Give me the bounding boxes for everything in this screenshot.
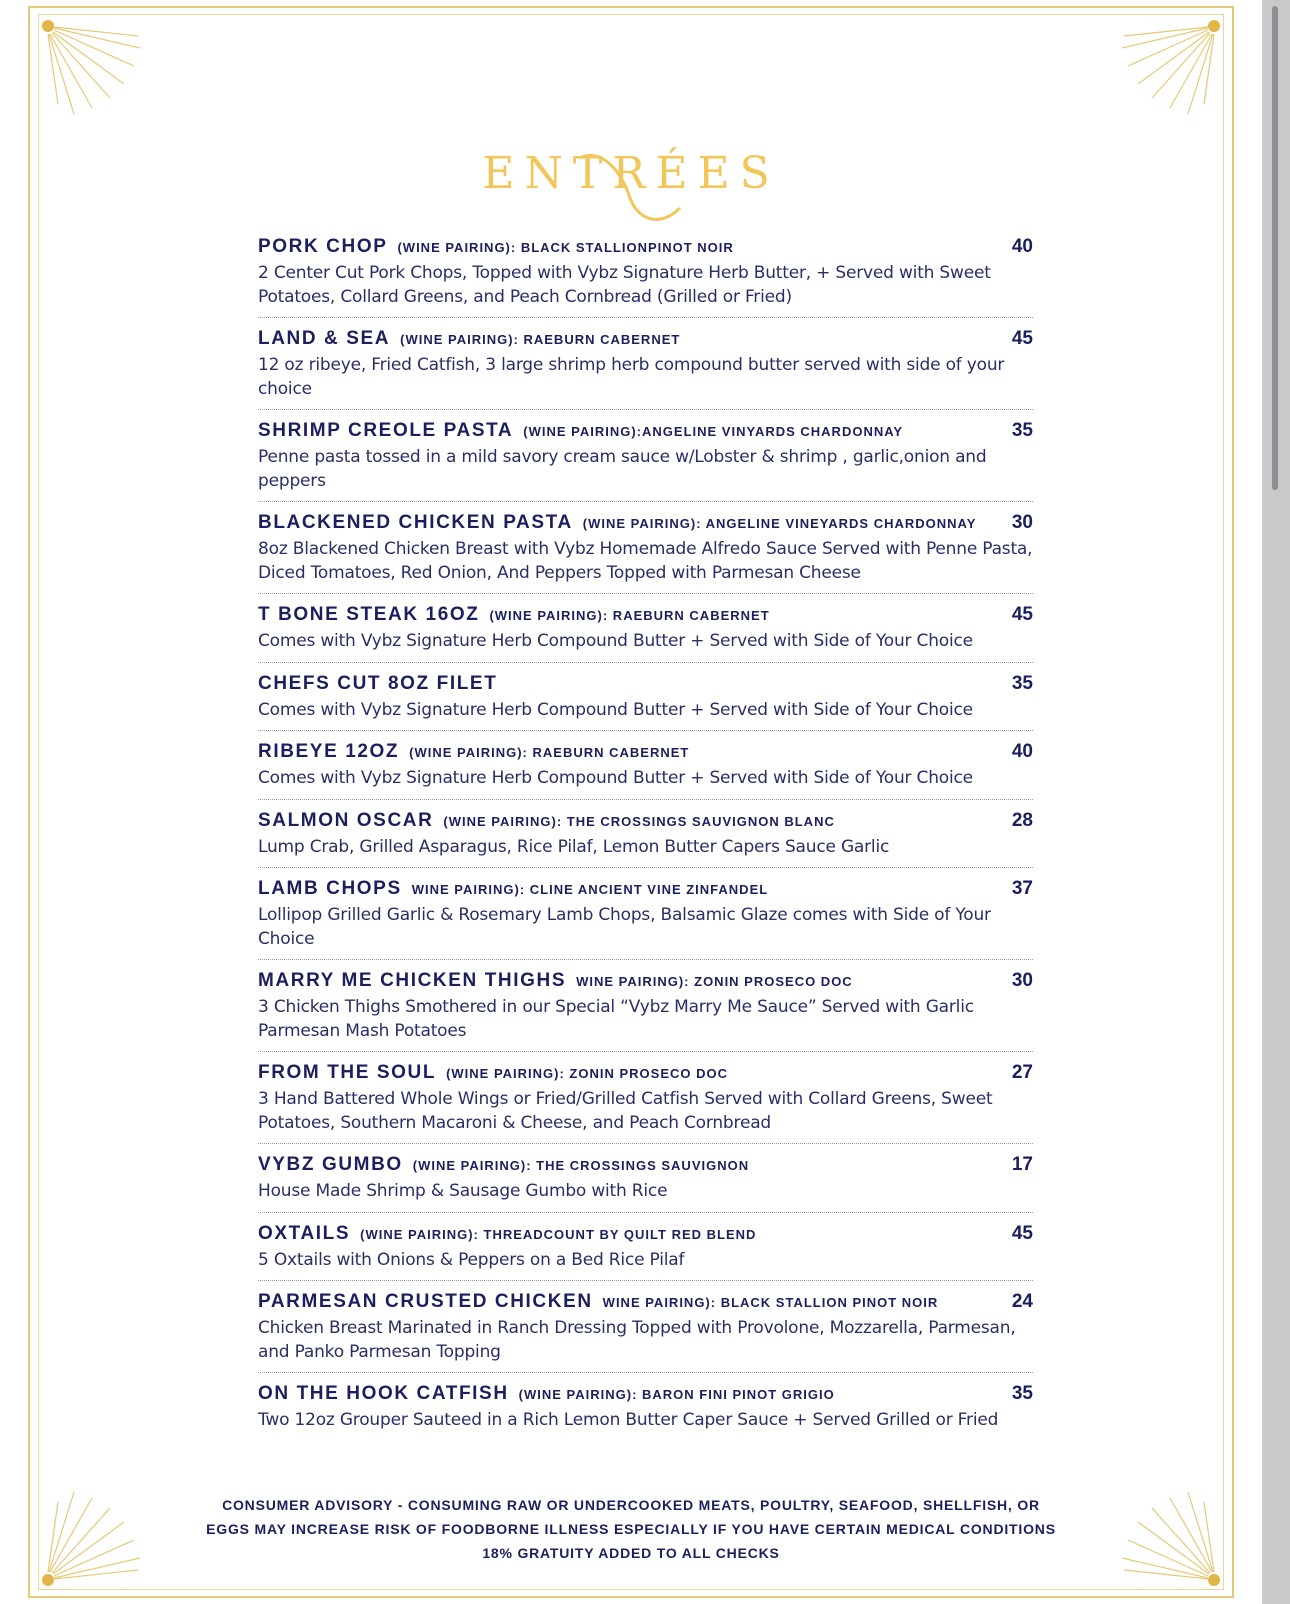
menu-item xyxy=(258,741,1033,800)
menu-item-header xyxy=(258,1154,1033,1180)
wine-pairing: (WINE PAIRING): RAEBURN CABERNET xyxy=(489,608,770,623)
dish-name: LAND & SEA xyxy=(258,328,391,349)
dish-price: 30 xyxy=(1011,970,1033,991)
dish-price: 30 xyxy=(1011,512,1033,533)
dish-name: MARRY ME CHICKEN THIGHS xyxy=(258,970,567,991)
dish-name: BLACKENED CHICKEN PASTA xyxy=(258,512,573,533)
section-title: ENTRÉES xyxy=(482,148,780,199)
menu-item xyxy=(258,420,1033,502)
dish-price: 40 xyxy=(1011,741,1033,762)
dish-name: CHEFS CUT 8OZ FILET xyxy=(258,672,498,694)
menu-item-header xyxy=(258,512,1033,538)
dish-description: 5 Oxtails with Onions & Peppers on a Bed Rice Pilaf xyxy=(258,1249,685,1270)
dish-price: 37 xyxy=(1011,878,1033,899)
wine-pairing: (WINE PAIRING):ANGELINE VINYARDS CHARDONNAY xyxy=(523,424,904,439)
wine-pairing: (WINE PAIRING): THE CROSSINGS SAUVIGNON xyxy=(412,1158,750,1173)
menu-item-header xyxy=(258,810,1033,836)
dish-description: 8oz Blackened Chicken Breast with Vybz Homemade Alfredo Sauce Served with Penne Pasta, Diced Tomatoes, Red Onion, And Peppers Topped with Parmesan Cheese xyxy=(258,539,1033,583)
menu-item-header xyxy=(258,328,1033,354)
advisory-line: CONSUMER ADVISORY - CONSUMING RAW OR UNDERCOOKED MEATS, POULTRY, SEAFOOD, SHELLFISH, OR xyxy=(222,1497,1040,1513)
dish-name: OXTAILS xyxy=(258,1222,351,1244)
menu-item xyxy=(258,970,1033,1052)
dish-price: 45 xyxy=(1011,328,1033,349)
dish-description: 2 Center Cut Pork Chops, Topped with Vybz Signature Herb Butter, + Served with Sweet Potatoes, Collard Greens, and Peach Cornbread (Grilled or Fried) xyxy=(258,263,991,307)
dish-price: 40 xyxy=(1011,236,1033,257)
scrollbar[interactable] xyxy=(1272,6,1278,490)
menu-item xyxy=(258,1383,1033,1441)
dish-name: LAMB CHOPS xyxy=(258,878,402,899)
dish-name: SHRIMP CREOLE PASTA xyxy=(258,420,514,441)
title-swash-icon xyxy=(560,138,710,238)
wine-pairing: WINE PAIRING): ZONIN PROSECO DOC xyxy=(576,974,853,989)
menu-item-header xyxy=(258,236,1033,262)
menu-item xyxy=(258,1062,1033,1144)
menu-item-header xyxy=(258,878,1033,904)
dish-name: FROM THE SOUL xyxy=(258,1062,437,1083)
dish-description: 12 oz ribeye, Fried Catfish, 3 large shrimp herb compound butter served with side of your choice xyxy=(258,355,1005,399)
dish-name: RIBEYE 12OZ xyxy=(258,741,400,762)
dish-name: SALMON OSCAR xyxy=(258,809,434,831)
wine-pairing: (WINE PAIRING): RAEBURN CABERNET xyxy=(400,332,681,347)
menu-item xyxy=(258,1154,1033,1213)
menu-item xyxy=(258,236,1033,318)
dish-price: 35 xyxy=(1011,420,1033,441)
dish-name: ON THE HOOK CATFISH xyxy=(258,1383,509,1404)
dish-price: 35 xyxy=(1011,1383,1033,1404)
menu-item xyxy=(258,328,1033,410)
wine-pairing: WINE PAIRING): BLACK STALLION PINOT NOIR xyxy=(602,1295,939,1310)
menu-item xyxy=(258,673,1033,732)
dish-description: Lump Crab, Grilled Asparagus, Rice Pilaf, Lemon Butter Capers Sauce Garlic xyxy=(258,836,890,857)
dish-description: Lollipop Grilled Garlic & Rosemary Lamb Chops, Balsamic Glaze comes with Side of Your Choice xyxy=(258,905,991,949)
menu-item-header xyxy=(258,604,1033,630)
dish-price: 24 xyxy=(1011,1291,1033,1312)
dish-price: 17 xyxy=(1011,1154,1033,1175)
advisory-line: EGGS MAY INCREASE RISK OF FOODBORNE ILLNESS ESPECIALLY IF YOU HAVE CERTAIN MEDICAL CONDITIONS xyxy=(206,1521,1056,1537)
menu-item xyxy=(258,810,1033,869)
wine-pairing: (WINE PAIRING): RAEBURN CABERNET xyxy=(409,745,690,760)
dish-price: 27 xyxy=(1011,1062,1033,1083)
wine-pairing: WINE PAIRING): CLINE ANCIENT VINE ZINFANDEL xyxy=(411,882,769,897)
sunburst-corner-icon xyxy=(30,8,150,128)
dish-description: Two 12oz Grouper Sauteed in a Rich Lemon Butter Caper Sauce + Served Grilled or Fried xyxy=(258,1410,999,1430)
menu-item xyxy=(258,604,1033,663)
dish-price: 28 xyxy=(1011,809,1033,831)
menu-item-header xyxy=(258,1223,1033,1249)
menu-item-header xyxy=(258,1291,1033,1317)
menu-item-header xyxy=(258,741,1033,767)
wine-pairing: (WINE PAIRING): BARON FINI PINOT GRIGIO xyxy=(518,1387,835,1402)
consumer-advisory xyxy=(0,1493,1262,1565)
gratuity-note: 18% GRATUITY ADDED TO ALL CHECKS xyxy=(482,1545,780,1561)
wine-pairing: (WINE PAIRING): ZONIN PROSECO DOC xyxy=(446,1066,729,1081)
dish-name: PORK CHOP xyxy=(258,236,388,257)
dish-description: House Made Shrimp & Sausage Gumbo with Rice xyxy=(258,1181,668,1201)
dish-description: Comes with Vybz Signature Herb Compound Butter + Served with Side of Your Choice xyxy=(258,631,973,651)
dish-description: Comes with Vybz Signature Herb Compound Butter + Served with Side of Your Choice xyxy=(258,699,973,720)
dish-description: Comes with Vybz Signature Herb Compound Butter + Served with Side of Your Choice xyxy=(258,768,973,788)
menu-item xyxy=(258,1223,1033,1282)
sunburst-corner-icon xyxy=(1112,8,1232,128)
dish-name: T BONE STEAK 16OZ xyxy=(258,604,480,625)
menu-item xyxy=(258,1291,1033,1373)
dish-description: 3 Chicken Thighs Smothered in our Special “Vybz Marry Me Sauce” Served with Garlic Parmesan Mash Potatoes xyxy=(258,997,974,1041)
dish-description: Chicken Breast Marinated in Ranch Dressing Topped with Provolone, Mozzarella, Parmesan, and Panko Parmesan Topping xyxy=(258,1318,1016,1362)
wine-pairing: (WINE PAIRING): THE CROSSINGS SAUVIGNON BLANC xyxy=(443,813,835,829)
menu-item-header xyxy=(258,420,1033,446)
dish-name: VYBZ GUMBO xyxy=(258,1154,403,1175)
dish-price: 45 xyxy=(1011,1222,1033,1244)
menu-item-header xyxy=(258,1062,1033,1088)
dish-price: 45 xyxy=(1011,604,1033,625)
menu-list xyxy=(258,236,1033,1451)
menu-item-header xyxy=(258,970,1033,996)
menu-item xyxy=(258,512,1033,594)
wine-pairing: (WINE PAIRING): ANGELINE VINEYARDS CHARDONNAY xyxy=(582,516,977,531)
dish-description: 3 Hand Battered Whole Wings or Fried/Grilled Catfish Served with Collard Greens, Sweet Potatoes, Southern Macaroni & Cheese, and Peach Cornbread xyxy=(258,1089,993,1133)
menu-item-header xyxy=(258,1383,1033,1409)
menu-item-header xyxy=(258,673,1033,699)
dish-name: PARMESAN CRUSTED CHICKEN xyxy=(258,1291,593,1312)
menu-item xyxy=(258,878,1033,960)
wine-pairing: (WINE PAIRING): BLACK STALLIONPINOT NOIR xyxy=(397,240,734,255)
wine-pairing: (WINE PAIRING): THREADCOUNT BY QUILT RED BLEND xyxy=(360,1226,757,1242)
dish-description: Penne pasta tossed in a mild savory cream sauce w/Lobster & shrimp , garlic,onion and peppers xyxy=(258,447,987,491)
dish-price: 35 xyxy=(1011,672,1033,694)
